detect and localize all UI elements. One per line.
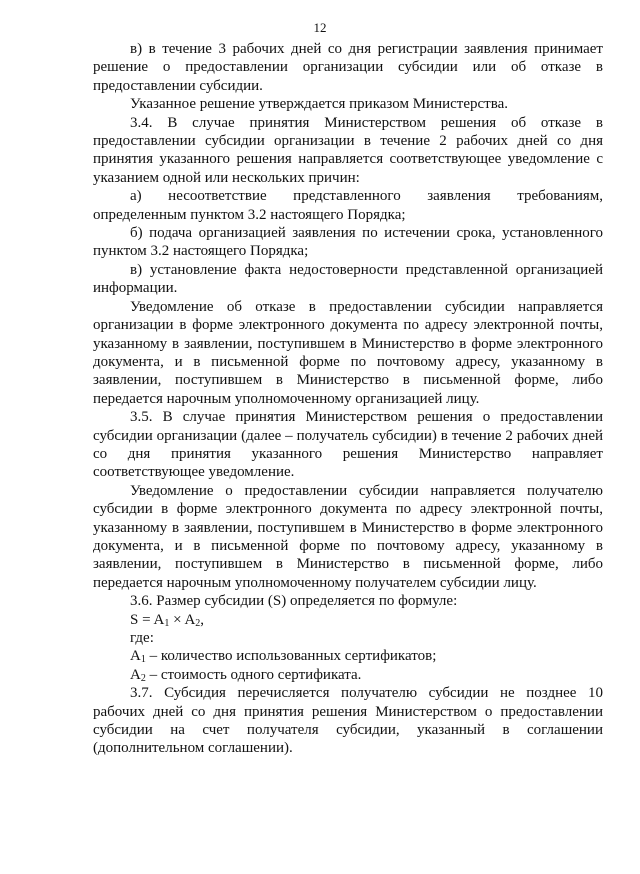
definition-a2 <box>93 666 603 684</box>
formula-times: × A <box>169 611 196 628</box>
definition-sub: 1 <box>140 654 146 666</box>
paragraph-refusal-notice: Уведомление об отказе в предоставлении субсидии направляется организации в форме электронного документа по адресу электронной почты, указанному в заявлении, поступившем в Министерство в форме электронного документа, и в письменной форме по почтовому адресу, указанному в заявлении, поступившем в Министерство в письменной форме, либо передается нарочным уполномоченному организацией лицу. <box>93 298 603 407</box>
definition-symbol: A <box>130 648 141 665</box>
paragraph-order-approval: Указанное решение утверждается приказом Министерства. <box>130 96 509 113</box>
formula-sub-1: 1 <box>164 617 170 629</box>
page-number: 12 <box>313 20 327 35</box>
definition-symbol: A <box>130 666 141 683</box>
formula <box>93 611 603 629</box>
paragraph-3-6: 3.6. Размер субсидии (S) определяется по формуле: <box>130 593 458 610</box>
list-item-b: б) подача организацией заявления по истечении срока, установленного пунктом 3.2 настоящего Порядка; <box>93 225 603 260</box>
where-label: где: <box>130 630 154 646</box>
paragraph-3-7: 3.7. Субсидия перечисляется получателю субсидии не позднее 10 рабочих дней со дня принятия решения Министерством о предоставлении субсидии на счет получателя субсидии, указанный в соглашении (дополнительном соглашении). <box>93 685 603 757</box>
definition-text: – стоимость одного сертификата. <box>145 666 362 683</box>
paragraph-grant-notice: Уведомление о предоставлении субсидии направляется получателю субсидии в форме электронного документа по адресу электронной почты, указанному в заявлении, поступившем в Министерство в форме электронного документа, и в письменной форме по почтовому адресу, указанному в заявлении, поступившем в Министерство в письменной форме, либо передается нарочным уполномоченному получателем субсидии лицу. <box>93 482 603 591</box>
paragraph-3-5: 3.5. В случае принятия Министерством решения о предоставлении субсидии организации (далее – получатель субсидии) в течение 2 рабочих дней со дня принятия указанного решения Министерство направляет соответствующее уведомление. <box>93 409 603 481</box>
definition-sub: 2 <box>140 672 146 684</box>
formula-sub-2: 2 <box>195 617 201 629</box>
formula-lhs: S = A <box>130 611 165 628</box>
list-item-v: в) установление факта недостоверности представленной организацией информации. <box>93 261 603 297</box>
paragraph-3-4: 3.4. В случае принятия Министерством решения об отказе в предоставлении субсидии организации в течение 2 рабочих дней со дня принятия указанного решения направляется соответствующее уведомление с указанием одной или нескольких причин: <box>93 114 603 186</box>
definition-a1 <box>93 647 603 665</box>
document-body <box>93 40 603 758</box>
definition-text: – количество использованных сертификатов; <box>145 648 437 665</box>
paragraph-decision-3-days: в) в течение 3 рабочих дней со дня регистрации заявления принимает решение о предоставлении организации субсидии или об отказе в предоставлении субсидии. <box>93 41 603 94</box>
formula-tail: , <box>200 611 205 628</box>
list-item-a: а) несоответствие представленного заявления требованиям, определенным пунктом 3.2 настоящего Порядка; <box>93 188 603 223</box>
